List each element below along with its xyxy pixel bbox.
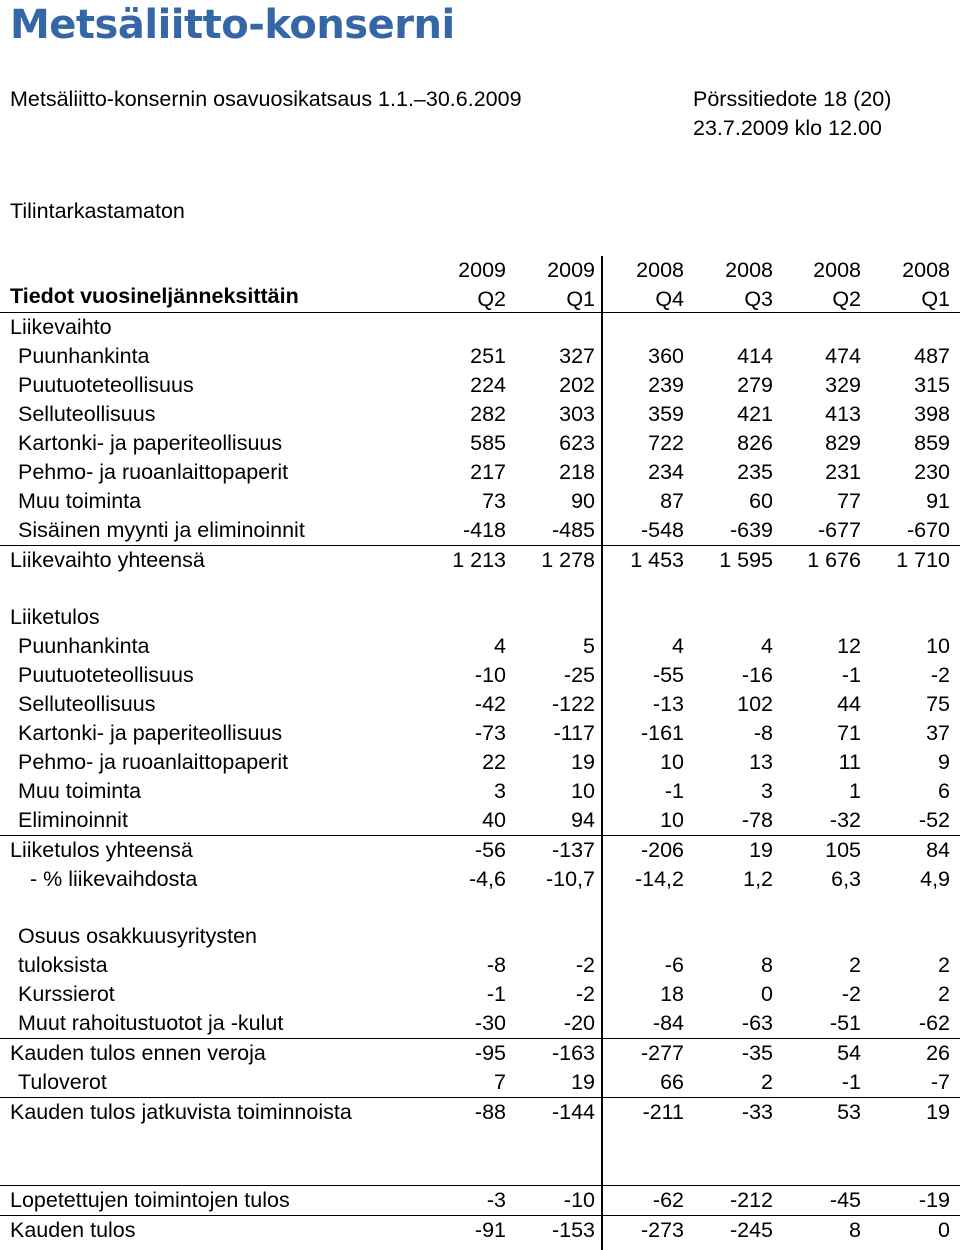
row-value: 414 (737, 344, 773, 368)
row-label: Liiketulos (10, 605, 100, 629)
row-label: Kartonki- ja paperiteollisuus (18, 721, 283, 745)
row-label: Kartonki- ja paperiteollisuus (18, 431, 283, 455)
row-label: Selluteollisuus (18, 692, 156, 716)
row-value: -1 (664, 779, 684, 803)
row-value: -10 (474, 663, 506, 687)
row-value: 8 (849, 1218, 861, 1242)
row-value: 19 (926, 1100, 950, 1124)
row-value: -78 (741, 808, 773, 832)
table-row (0, 865, 960, 894)
table-row (0, 1215, 960, 1245)
row-value: 10 (660, 750, 684, 774)
column-header: 2008 Q3 (725, 258, 773, 311)
table-row (0, 1185, 960, 1215)
column-header: 2009 Q2 (458, 258, 506, 311)
row-value: -153 (551, 1218, 595, 1242)
release-number: Pörssitiedote 18 (20) (693, 87, 892, 111)
row-value: -62 (652, 1188, 684, 1212)
row-value: -42 (474, 692, 506, 716)
row-value: 329 (825, 373, 861, 397)
row-value: -670 (906, 518, 950, 542)
row-value: 235 (737, 460, 773, 484)
row-value: 1 453 (630, 548, 684, 572)
row-value: 18 (660, 982, 684, 1006)
row-label: Selluteollisuus (18, 402, 156, 426)
row-value: 10 (571, 779, 595, 803)
row-value: 217 (470, 460, 506, 484)
row-value: -677 (817, 518, 861, 542)
row-value: 315 (914, 373, 950, 397)
row-value: 77 (837, 489, 861, 513)
row-label: Tuloverot (18, 1070, 107, 1094)
row-label: Kurssierot (18, 982, 115, 1006)
row-value: 44 (837, 692, 861, 716)
row-value: 10 (926, 634, 950, 658)
row-value: 4 (672, 634, 684, 658)
row-value: 7 (494, 1070, 506, 1094)
row-value: 251 (470, 344, 506, 368)
row-value: 90 (571, 489, 595, 513)
row-value: 19 (749, 838, 773, 862)
row-value: 1 710 (896, 548, 950, 572)
row-value: -161 (640, 721, 684, 745)
row-label: Lopetettujen toimintojen tulos (10, 1188, 290, 1212)
row-value: 40 (482, 808, 506, 832)
row-value: 234 (648, 460, 684, 484)
row-value: 722 (648, 431, 684, 455)
row-value: 53 (837, 1100, 861, 1124)
row-value: 105 (825, 838, 861, 862)
row-value: 859 (914, 431, 950, 455)
row-label: Puutuoteteollisuus (18, 663, 194, 687)
row-value: -2 (575, 982, 595, 1006)
table-row (0, 690, 960, 719)
row-value: 2 (761, 1070, 773, 1094)
row-value: 623 (559, 431, 595, 455)
table-row (0, 980, 960, 1009)
table-row (0, 922, 960, 951)
row-value: 4 (494, 634, 506, 658)
row-value: -8 (486, 953, 506, 977)
row-label: Kauden tulos ennen veroja (10, 1041, 266, 1065)
row-value: -548 (640, 518, 684, 542)
row-value: -4,6 (468, 867, 506, 891)
table-title: Tiedot vuosineljänneksittäin (10, 284, 299, 308)
row-value: 3 (761, 779, 773, 803)
row-value: -8 (753, 721, 773, 745)
report-title: Metsäliitto-konsernin osavuosikatsaus 1.1.–30.6.2009 (10, 87, 522, 111)
audit-note: Tilintarkastamaton (10, 199, 185, 223)
table-row (0, 806, 960, 835)
row-value: -639 (729, 518, 773, 542)
company-logo: Metsäliitto-konserni (10, 2, 455, 48)
table-row (0, 1038, 960, 1068)
row-label: tuloksista (18, 953, 108, 977)
row-value: 1 213 (452, 548, 506, 572)
row-value: 282 (470, 402, 506, 426)
row-label: Eliminoinnit (18, 808, 128, 832)
row-value: -10 (563, 1188, 595, 1212)
row-value: -16 (741, 663, 773, 687)
row-value: 2 (849, 953, 861, 977)
row-value: 303 (559, 402, 595, 426)
table-row (0, 835, 960, 865)
row-value: 91 (926, 489, 950, 513)
row-value: -73 (474, 721, 506, 745)
table-row (0, 312, 960, 342)
row-label: Pehmo- ja ruoanlaittopaperit (18, 460, 289, 484)
row-value: 6,3 (831, 867, 861, 891)
table-row (0, 719, 960, 748)
row-value: 231 (825, 460, 861, 484)
row-value: -35 (741, 1041, 773, 1065)
row-label: Muu toiminta (18, 489, 142, 513)
row-label: Puunhankinta (18, 344, 150, 368)
row-value: 19 (571, 1070, 595, 1094)
column-header: 2008 Q2 (813, 258, 861, 311)
row-value: 60 (749, 489, 773, 513)
row-value: -84 (652, 1011, 684, 1035)
row-value: -1 (841, 663, 861, 687)
table-row (0, 458, 960, 487)
row-value: -2 (930, 663, 950, 687)
column-header: 2008 Q4 (636, 258, 684, 311)
row-value: -1 (841, 1070, 861, 1094)
row-value: 19 (571, 750, 595, 774)
row-value: 66 (660, 1070, 684, 1094)
row-value: -273 (640, 1218, 684, 1242)
row-value: -56 (474, 838, 506, 862)
row-value: -45 (829, 1188, 861, 1212)
table-row (0, 429, 960, 458)
row-value: -19 (918, 1188, 950, 1212)
row-value: -52 (918, 808, 950, 832)
row-value: 84 (926, 838, 950, 862)
table-row (0, 342, 960, 371)
row-value: 1 278 (541, 548, 595, 572)
row-value: 1 595 (719, 548, 773, 572)
row-value: -206 (640, 838, 684, 862)
row-value: -277 (640, 1041, 684, 1065)
row-value: -3 (486, 1188, 506, 1212)
row-value: -1 (486, 982, 506, 1006)
row-value: 75 (926, 692, 950, 716)
row-value: 1 (849, 779, 861, 803)
row-value: 421 (737, 402, 773, 426)
table-row (0, 516, 960, 545)
row-value: 54 (837, 1041, 861, 1065)
row-label: Liiketulos yhteensä (10, 838, 193, 862)
row-value: 13 (749, 750, 773, 774)
row-value: 585 (470, 431, 506, 455)
row-value: 829 (825, 431, 861, 455)
table-row (0, 400, 960, 429)
row-value: 37 (926, 721, 950, 745)
row-value: 1 676 (807, 548, 861, 572)
row-value: 230 (914, 460, 950, 484)
row-value: -10,7 (545, 867, 595, 891)
row-value: 102 (737, 692, 773, 716)
row-value: -163 (551, 1041, 595, 1065)
row-label: Puutuoteteollisuus (18, 373, 194, 397)
quarterly-table (0, 256, 960, 1245)
table-row (0, 1097, 960, 1127)
row-value: 202 (559, 373, 595, 397)
row-label: Osuus osakkuusyritysten (18, 924, 257, 948)
table-row (0, 777, 960, 806)
row-value: 360 (648, 344, 684, 368)
row-value: 4 (761, 634, 773, 658)
row-value: 87 (660, 489, 684, 513)
row-label: Muu toiminta (18, 779, 142, 803)
row-value: -91 (474, 1218, 506, 1242)
column-header: 2009 Q1 (547, 258, 595, 311)
row-value: 73 (482, 489, 506, 513)
row-value: 2 (938, 953, 950, 977)
row-label: Sisäinen myynti ja eliminoinnit (18, 518, 305, 542)
row-value: 0 (761, 982, 773, 1006)
row-value: 239 (648, 373, 684, 397)
table-row (0, 1068, 960, 1097)
table-row (0, 371, 960, 400)
column-header: 2008 Q1 (902, 258, 950, 311)
row-value: 9 (938, 750, 950, 774)
row-value: -418 (462, 518, 506, 542)
row-label: Kauden tulos jatkuvista toiminnoista (10, 1100, 352, 1124)
row-value: 5 (583, 634, 595, 658)
row-value: -485 (551, 518, 595, 542)
row-value: 0 (938, 1218, 950, 1242)
row-value: -245 (729, 1218, 773, 1242)
table-header (0, 256, 960, 312)
row-label: - % liikevaihdosta (30, 867, 198, 891)
row-value: -2 (841, 982, 861, 1006)
release-datetime: 23.7.2009 klo 12.00 (693, 116, 882, 140)
row-value: -51 (829, 1011, 861, 1035)
row-value: -20 (563, 1011, 595, 1035)
table-row (0, 487, 960, 516)
row-value: -2 (575, 953, 595, 977)
row-value: -25 (563, 663, 595, 687)
row-value: -32 (829, 808, 861, 832)
row-label: Liikevaihto yhteensä (10, 548, 205, 572)
row-value: -117 (553, 721, 595, 745)
table-row (0, 632, 960, 661)
row-value: 71 (837, 721, 861, 745)
row-value: -144 (551, 1100, 595, 1124)
row-value: 224 (470, 373, 506, 397)
row-value: -212 (729, 1188, 773, 1212)
row-value: 4,9 (920, 867, 950, 891)
row-value: -55 (652, 663, 684, 687)
row-spacer (0, 894, 960, 922)
row-value: -6 (664, 953, 684, 977)
row-value: 2 (938, 982, 950, 1006)
row-value: 8 (761, 953, 773, 977)
row-value: -137 (551, 838, 595, 862)
table-row (0, 545, 960, 575)
row-value: -88 (474, 1100, 506, 1124)
row-value: -62 (918, 1011, 950, 1035)
row-value: 359 (648, 402, 684, 426)
row-value: -122 (551, 692, 595, 716)
row-value: 22 (482, 750, 506, 774)
row-value: 398 (914, 402, 950, 426)
row-spacer (0, 1127, 960, 1185)
row-label: Pehmo- ja ruoanlaittopaperit (18, 750, 289, 774)
row-value: -14,2 (634, 867, 684, 891)
row-value: 279 (737, 373, 773, 397)
row-label: Muut rahoitustuotot ja -kulut (18, 1011, 284, 1035)
row-value: 3 (494, 779, 506, 803)
row-value: 11 (838, 750, 861, 774)
row-value: 94 (571, 808, 595, 832)
table-row (0, 1009, 960, 1038)
row-spacer (0, 575, 960, 603)
row-value: 6 (938, 779, 950, 803)
table-row (0, 951, 960, 980)
row-value: 1,2 (743, 867, 773, 891)
row-value: 327 (559, 344, 595, 368)
row-label: Puunhankinta (18, 634, 150, 658)
row-value: -7 (930, 1070, 950, 1094)
table-row (0, 603, 960, 632)
row-value: 413 (825, 402, 861, 426)
row-value: -95 (474, 1041, 506, 1065)
row-value: 487 (914, 344, 950, 368)
row-value: 826 (737, 431, 773, 455)
row-label: Kauden tulos (10, 1218, 136, 1242)
row-value: 474 (825, 344, 861, 368)
row-value: 10 (660, 808, 684, 832)
row-value: 26 (926, 1041, 950, 1065)
row-value: 12 (837, 634, 861, 658)
row-value: -33 (741, 1100, 773, 1124)
table-row (0, 748, 960, 777)
row-value: -63 (741, 1011, 773, 1035)
row-label: Liikevaihto (10, 315, 112, 339)
table-row (0, 661, 960, 690)
row-value: -13 (652, 692, 684, 716)
row-value: 218 (559, 460, 595, 484)
row-value: -30 (474, 1011, 506, 1035)
row-value: -211 (642, 1100, 684, 1124)
